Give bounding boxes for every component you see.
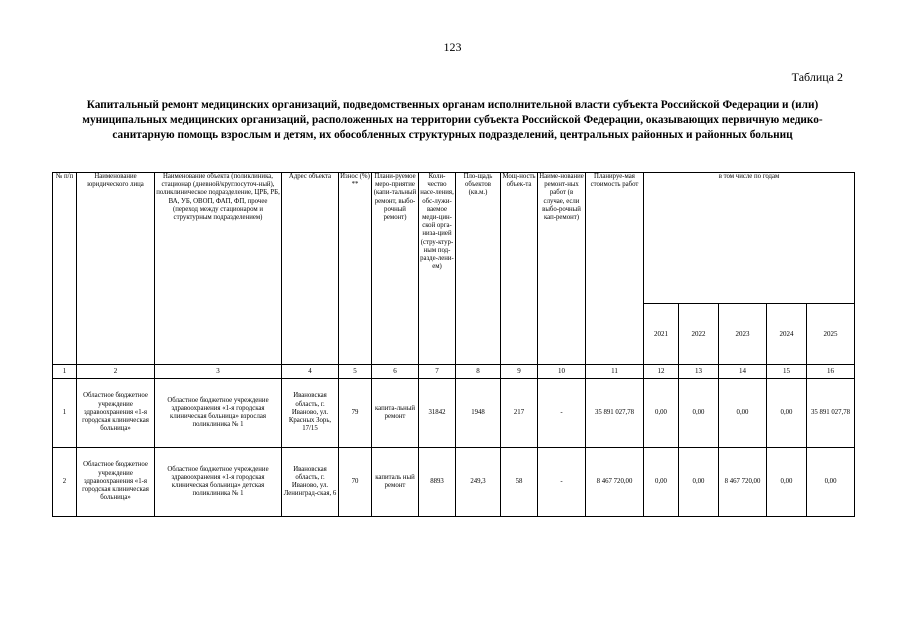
- row-planned-cost: 35 891 027,78: [586, 379, 644, 448]
- row-number: 1: [53, 379, 77, 448]
- header-area: Пло-щадь объектов (кв.м.): [456, 173, 501, 365]
- row-object-name: Областное бюджетное учреждение здравоохранения «1-я городская клиническая больница» детская поликлиника № 1: [155, 448, 282, 517]
- document-title: Капитальный ремонт медицинских организаций, подведомственных органам исполнительной власти субъекта Российской Федерации и (или) муниципальных медицинских организаций, расположенных на территории субъекта Российской Федерации, оказывающих первичную медико-санитарную помощь взрослым и детям, их обособленных структурных подразделений, центральных районных и районных больниц: [82, 99, 823, 141]
- header-repair-works: Наиме-нование ремонт-ных работ (в случае, если выбо-рочный кап-ремонт): [538, 173, 586, 365]
- row-legal-entity: Областное бюджетное учреждение здравоохранения «1-я городская клиническая больница»: [77, 448, 155, 517]
- header-population: Коли-чество насе-ления, обс-лужи-ваемое меди-цин-ской орга-низа-цией (стру-ктур-ным под-разде-лени-ем): [419, 173, 456, 365]
- row-address: Ивановская область, г. Иваново, ул. Красных Зорь, 17/15: [282, 379, 339, 448]
- col-number: 9: [501, 365, 538, 379]
- header-year-2022: 2022: [679, 304, 719, 365]
- row-capacity: 58: [501, 448, 538, 517]
- header-legal-entity: Наименование юридического лица: [77, 173, 155, 365]
- row-year-2022: 0,00: [679, 448, 719, 517]
- row-repair-works: -: [538, 448, 586, 517]
- row-capacity: 217: [501, 379, 538, 448]
- row-year-2024: 0,00: [767, 448, 807, 517]
- row-planned-event: капита-льный ремонт: [372, 379, 419, 448]
- col-number: 12: [644, 365, 679, 379]
- row-wear: 79: [339, 379, 372, 448]
- header-row: [53, 173, 855, 304]
- col-number: 3: [155, 365, 282, 379]
- col-number: 10: [538, 365, 586, 379]
- header-year-2024: 2024: [767, 304, 807, 365]
- row-year-2021: 0,00: [644, 379, 679, 448]
- col-number: 5: [339, 365, 372, 379]
- col-number: 15: [767, 365, 807, 379]
- row-object-name: Областное бюджетное учреждение здравоохранения «1-я городская клиническая больница» взрослая поликлиника № 1: [155, 379, 282, 448]
- row-wear: 70: [339, 448, 372, 517]
- row-area: 249,3: [456, 448, 501, 517]
- header-capacity: Мощ-ность объек-та: [501, 173, 538, 365]
- col-number: 6: [372, 365, 419, 379]
- row-year-2024: 0,00: [767, 379, 807, 448]
- row-year-2023: 8 467 720,00: [719, 448, 767, 517]
- capital-repair-table: [52, 172, 855, 517]
- header-planned-event: Плани-руемое меро-приятие (капи-тальный ремонт, выбо-рочный ремонт): [372, 173, 419, 365]
- row-area: 1948: [456, 379, 501, 448]
- row-year-2023: 0,00: [719, 379, 767, 448]
- header-year-2025: 2025: [807, 304, 855, 365]
- column-numbers-row: [53, 365, 855, 379]
- col-number: 2: [77, 365, 155, 379]
- header-planned-cost: Планируе-мая стоимость работ: [586, 173, 644, 365]
- col-number: 4: [282, 365, 339, 379]
- header-number: № п/п: [53, 173, 77, 365]
- col-number: 1: [53, 365, 77, 379]
- row-address: Ивановская область, г. Иваново, ул. Ленинград-ская, 6: [282, 448, 339, 517]
- page-number: 123: [443, 40, 462, 54]
- header-year-2023: 2023: [719, 304, 767, 365]
- row-year-2022: 0,00: [679, 379, 719, 448]
- col-number: 16: [807, 365, 855, 379]
- header-address: Адрес объекта: [282, 173, 339, 365]
- header-year-2021: 2021: [644, 304, 679, 365]
- row-legal-entity: Областное бюджетное учреждение здравоохранения «1-я городская клиническая больница»: [77, 379, 155, 448]
- col-number: 14: [719, 365, 767, 379]
- row-population: 8893: [419, 448, 456, 517]
- row-year-2025: 35 891 027,78: [807, 379, 855, 448]
- row-planned-cost: 8 467 720,00: [586, 448, 644, 517]
- header-object-name: Наименование объекта (поликлиника, стационар (дневной/круглосуточ-ный), поликлиническое подразделение, ЦРБ, РБ, ВА, УБ, ОВОП, ФАП, ФП, прочее (переход между стационаром и структурным подразделением): [155, 173, 282, 365]
- col-number: 7: [419, 365, 456, 379]
- row-population: 31842: [419, 379, 456, 448]
- row-year-2025: 0,00: [807, 448, 855, 517]
- table-row: [53, 448, 855, 517]
- row-year-2021: 0,00: [644, 448, 679, 517]
- row-number: 2: [53, 448, 77, 517]
- col-number: 11: [586, 365, 644, 379]
- table-label: Таблица 2: [791, 70, 843, 84]
- header-by-years: в том числе по годам: [644, 173, 855, 304]
- col-number: 13: [679, 365, 719, 379]
- table-row: [53, 379, 855, 448]
- row-repair-works: -: [538, 379, 586, 448]
- col-number: 8: [456, 365, 501, 379]
- header-wear: Износ (%) **: [339, 173, 372, 365]
- row-planned-event: капиталь ный ремонт: [372, 448, 419, 517]
